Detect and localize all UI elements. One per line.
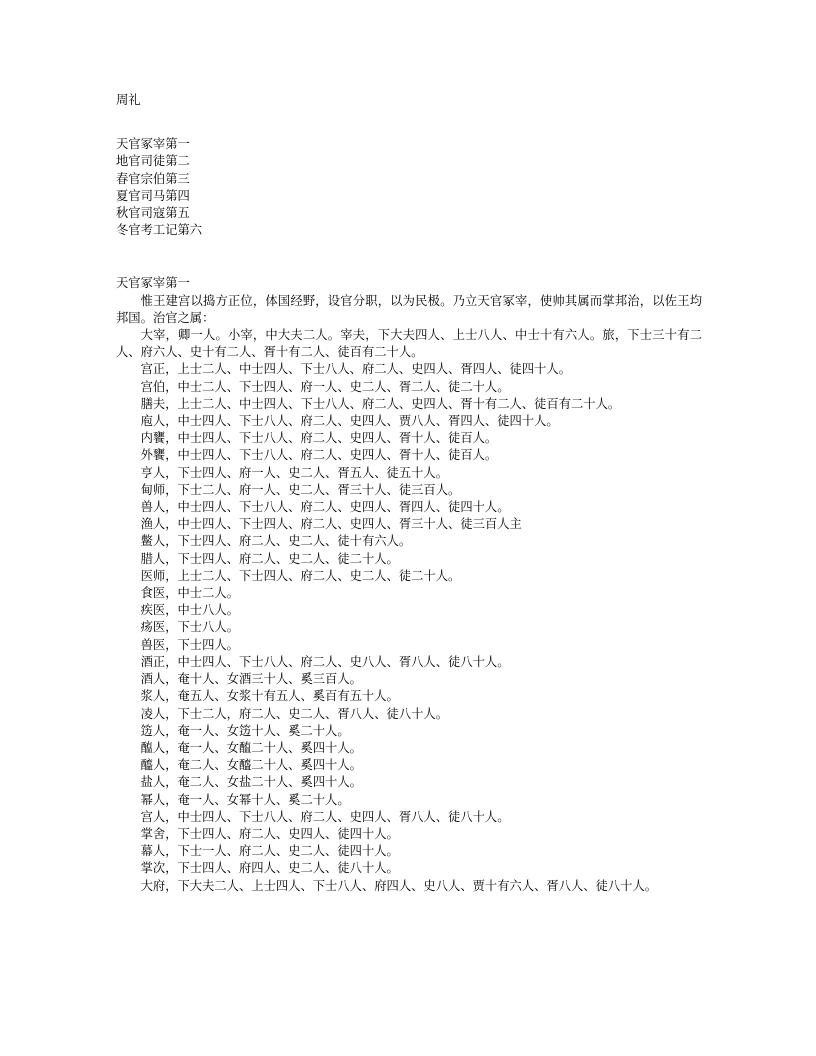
body-paragraph: 膳夫，上士二人、中士四人、下士八人、府二人、史四人、胥十有二人、徒百有二十人。 [140, 396, 621, 411]
body-paragraph: 幂人，奄一人、女幂十人、奚二十人。 [140, 792, 350, 807]
body-paragraph-list [116, 293, 702, 895]
toc-item: 地官司徒第二 [116, 154, 190, 169]
body-paragraph: 鳖人，下士四人、府二人、史二人、徒十有六人。 [140, 534, 412, 549]
body-paragraph: 腊人，下士四人、府二人、史二人、徒二十人。 [140, 551, 399, 566]
table-of-contents [116, 136, 702, 239]
body-paragraph: 渔人，中士四人、下士四人、府二人、史四人、胥三十人、徒三百人主 [140, 517, 522, 532]
toc-item: 天官冢宰第一 [116, 137, 190, 152]
body-paragraph: 宫伯，中士二人、下士四人、府一人、史二人、胥二人、徒二十人。 [140, 379, 510, 394]
document-title: 周礼 [116, 93, 141, 107]
body-paragraph: 医师，上士二人、下士四人、府二人、史二人、徒二十人。 [140, 568, 461, 583]
body-paragraph: 盐人，奄二人、女盐二十人、奚四十人。 [140, 775, 362, 790]
body-paragraph: 庖人，中士四人、下士八人、府二人、史四人、贾八人、胥四人、徒四十人。 [140, 414, 559, 429]
document-content [116, 92, 702, 895]
body-paragraph: 宫正，上士二人、中士四人、下士八人、府二人、史四人、胥四人、徒四十人。 [140, 362, 571, 377]
section-heading: 天官冢宰第一 [116, 276, 190, 291]
body-paragraph: 掌舍，下士四人、府二人、史四人、徒四十人。 [140, 826, 399, 841]
body-paragraph: 内饔，中士四人、下士八人、府二人、史四人、胥十人、徒百人。 [140, 431, 498, 446]
body-paragraph: 大府，下大夫二人、上士四人、下士八人、府四人、史八人、贾十有六人、胥八人、徒八十人。 [140, 878, 658, 893]
body-paragraph: 醢人，奄一人、女醢二十人、奚四十人。 [140, 740, 362, 755]
body-paragraph: 幕人，下士一人、府二人、史二人、徒四十人。 [140, 844, 399, 859]
body-paragraph: 宫人，中士四人、下士八人、府二人、史四人、胥八人、徒八十人。 [140, 809, 510, 824]
body-paragraph: 食医，中士二人。 [140, 586, 239, 601]
title-toc-spacer [116, 109, 702, 136]
toc-item: 春官宗伯第三 [116, 171, 190, 186]
body-paragraph: 凌人，下士二人，府二人、史二人、胥八人、徒八十人。 [140, 706, 449, 721]
body-paragraph: 疾医，中士八人。 [140, 603, 239, 618]
body-paragraph: 酒人，奄十人、女酒三十人、奚三百人。 [140, 672, 362, 687]
body-paragraph: 酒正，中士四人、下士八人、府二人、史八人、胥八人、徒八十人。 [140, 654, 510, 669]
toc-item: 秋官司寇第五 [116, 206, 190, 221]
body-paragraph: 甸师，下士二人、府一人、史二人、胥三十人、徒三百人。 [140, 482, 461, 497]
body-paragraph: 醯人，奄二人、女醯二十人、奚四十人。 [140, 758, 362, 773]
body-paragraph: 惟王建宫以捣方正位，体国经野，设官分职，以为民极。乃立天官冢宰，使帅其属而掌邦治，以佐王均邦国。治官之属： [116, 293, 702, 325]
toc-item: 夏官司马第四 [116, 188, 190, 203]
toc-item: 冬官考工记第六 [116, 223, 203, 238]
body-paragraph: 疡医，下士八人。 [140, 620, 239, 635]
body-paragraph: 外饔，中士四人、下士八人、府二人、史四人、胥十人、徒百人。 [140, 448, 498, 463]
toc-body-spacer [116, 239, 702, 275]
body-paragraph: 兽医，下士四人。 [140, 637, 239, 652]
body-paragraph: 浆人，奄五人、女浆十有五人、奚百有五十人。 [140, 689, 399, 704]
body-paragraph: 大宰，卿一人。小宰，中大夫二人。宰夫，下大夫四人、上士八人、中士十有六人。旅，下士三十有二人、府六人、史十有二人、胥十有二人、徒百有二十人。 [116, 328, 702, 360]
body-paragraph: 亨人，下士四人、府一人、史二人、胥五人、徒五十人。 [140, 465, 449, 480]
body-paragraph: 笾人，奄一人、女笾十人、奚二十人。 [140, 723, 350, 738]
body-paragraph: 兽人，中士四人、下士八人、府二人、史四人、胥四人、徒四十人。 [140, 500, 510, 515]
body-paragraph: 掌次，下士四人、府四人、史二人、徒八十人。 [140, 861, 399, 876]
